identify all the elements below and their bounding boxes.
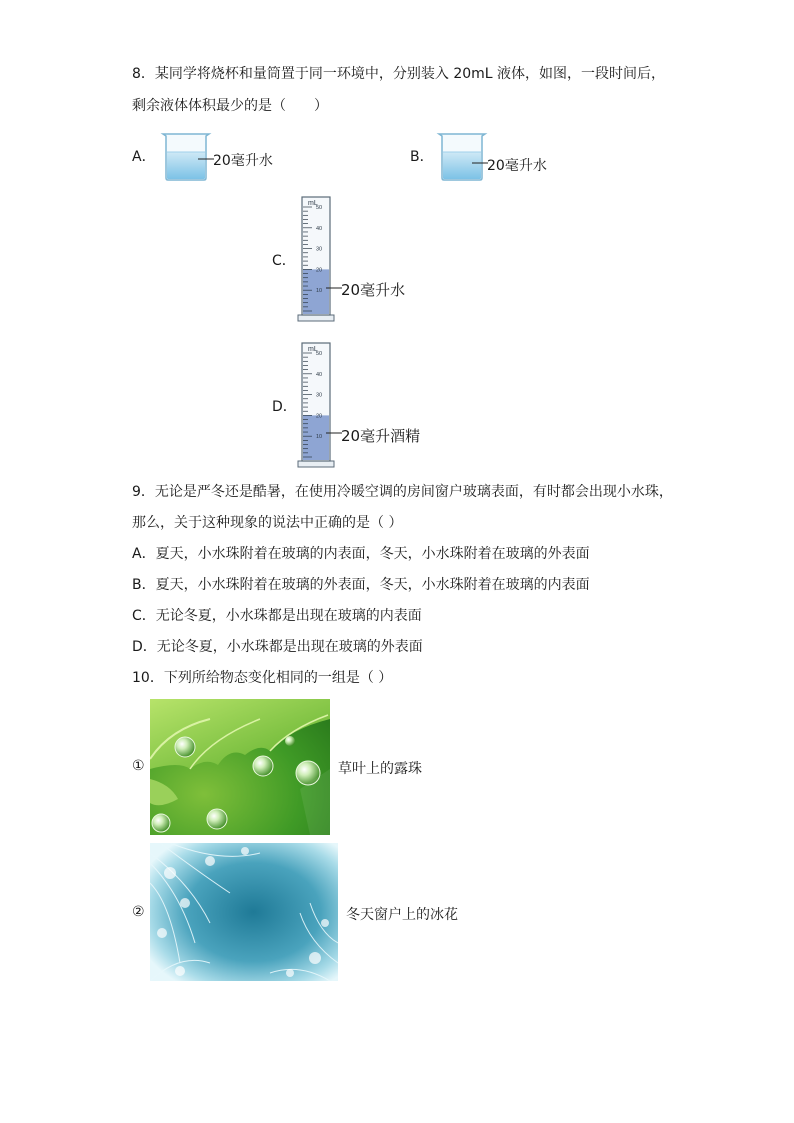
q9-option-d: D．无论冬夏，小水珠都是出现在玻璃的外表面 bbox=[132, 639, 423, 655]
window-frost-photo bbox=[150, 843, 338, 981]
q10-item1-caption: 草叶上的露珠 bbox=[338, 761, 422, 777]
q10-item1-marker: ① bbox=[132, 758, 145, 774]
q8-option-b-letter: B． bbox=[410, 149, 434, 165]
cylinder-tick-label: 20 bbox=[316, 413, 323, 420]
cylinder-tick-label: 50 bbox=[316, 351, 323, 357]
leader-line-c bbox=[326, 279, 342, 299]
q8-option-d-letter: D． bbox=[272, 399, 297, 415]
q9-stem-line1: 9．无论是严冬还是酷暑，在使用冷暖空调的房间窗户玻璃表面，有时都会出现小水珠， bbox=[132, 484, 673, 500]
q8-option-a-letter: A． bbox=[132, 149, 156, 165]
q8-option-a-caption: 20毫升水 bbox=[213, 153, 273, 169]
leader-line-d bbox=[326, 424, 342, 444]
dewdrop-leaf-photo bbox=[150, 699, 330, 835]
cylinder-d-illustration bbox=[296, 339, 338, 469]
cylinder-tick-label: 10 bbox=[316, 288, 323, 295]
cylinder-tick-label: 10 bbox=[316, 434, 323, 441]
q9-option-b: B．夏天，小水珠附着在玻璃的外表面，冬天，小水珠附着在玻璃的内表面 bbox=[132, 577, 590, 593]
cylinder-tick-label: 30 bbox=[316, 246, 323, 253]
cylinder-tick-label: 50 bbox=[316, 205, 323, 211]
leader-line-b bbox=[472, 152, 488, 172]
q8-option-c-caption: 20毫升水 bbox=[341, 281, 406, 299]
cylinder-tick-label: 20 bbox=[316, 267, 323, 274]
q9-option-a: A．夏天，小水珠附着在玻璃的内表面，冬天，小水珠附着在玻璃的外表面 bbox=[132, 546, 590, 562]
q10-stem: 10．下列所给物态变化相同的一组是（ ） bbox=[132, 670, 393, 686]
cylinder-tick-label: 40 bbox=[316, 225, 323, 232]
q9-stem-line2: 那么，关于这种现象的说法中正确的是（ ） bbox=[132, 515, 403, 531]
q8-option-c-letter: C． bbox=[272, 253, 296, 269]
cylinder-tick-label: 30 bbox=[316, 392, 323, 399]
q8-stem-line1: 8．某同学将烧杯和量筒置于同一环境中，分别装入 20mL 液体，如图，一段时间后， bbox=[132, 66, 666, 82]
q9-option-c: C．无论冬夏，小水珠都是出现在玻璃的内表面 bbox=[132, 608, 422, 624]
leader-line-a bbox=[198, 148, 214, 168]
q8-stem-line2: 剩余液体体积最少的是（ ） bbox=[132, 98, 328, 114]
cylinder-unit-label: mL bbox=[308, 346, 318, 353]
q10-item2-marker: ② bbox=[132, 904, 145, 920]
q8-option-b-caption: 20毫升水 bbox=[487, 158, 547, 174]
cylinder-c-illustration bbox=[296, 193, 338, 323]
cylinder-unit-label: mL bbox=[308, 200, 318, 207]
q10-item2-caption: 冬天窗户上的冰花 bbox=[346, 907, 458, 923]
q8-option-d-caption: 20毫升酒精 bbox=[341, 427, 421, 445]
cylinder-tick-label: 40 bbox=[316, 371, 323, 378]
